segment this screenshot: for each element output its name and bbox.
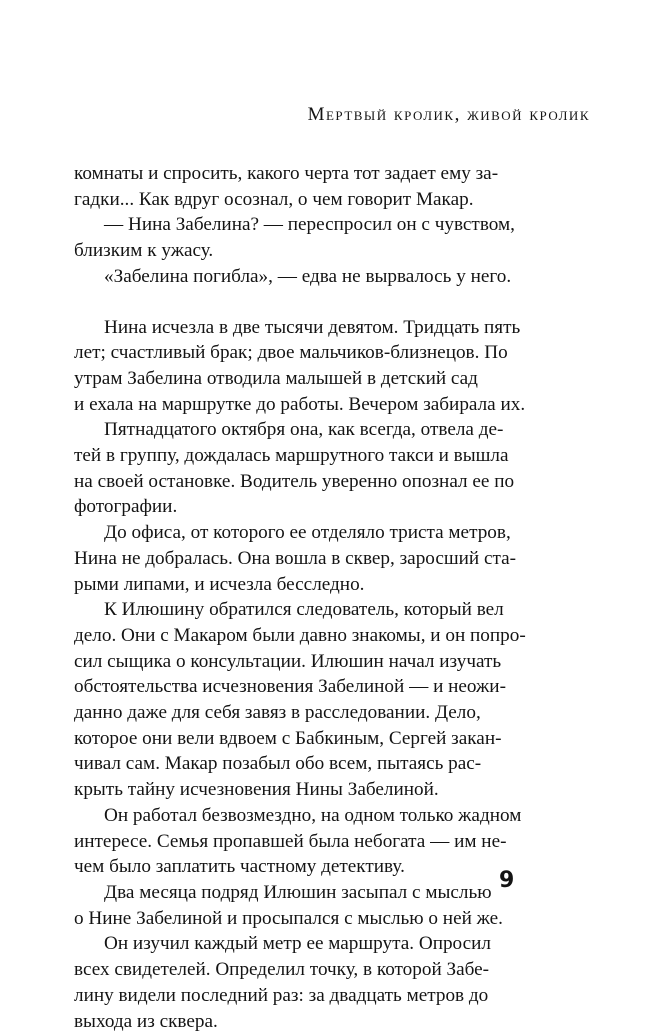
text-line: Два месяца подряд Илюшин засыпал с мыслью — [104, 881, 492, 903]
paragraph — [74, 212, 579, 263]
running-head: Мертвый кролик, живой кролик — [307, 104, 590, 125]
text-line: Пятнадцатого октября она, как всегда, отвела де- — [104, 419, 504, 441]
paragraph — [74, 264, 579, 290]
text-line: выхода из сквера. — [74, 1010, 218, 1032]
body-text — [74, 161, 579, 1034]
text-line: интересе. Семья пропавшей была небогата — им не- — [74, 830, 507, 852]
text-line: — Нина Забелина? — переспросил он с чувством, — [104, 214, 515, 236]
text-line: дело. Они с Макаром были давно знакомы, и он попро- — [74, 624, 526, 646]
text-line: Он изучил каждый метр ее маршрута. Опросил — [104, 933, 491, 955]
text-line: лину видели последний раз: за двадцать метров до — [74, 984, 489, 1006]
text-line: о Нине Забелиной и просыпался с мыслью о ней же. — [74, 907, 503, 929]
text-line: Нина не добралась. Она вошла в сквер, заросший ста- — [74, 547, 517, 569]
text-line: «Забелина погибла», — едва не вырвалось у него. — [104, 265, 512, 287]
text-line: рыми липами, и исчезла бесследно. — [74, 573, 365, 595]
text-line: Он работал безвозмездно, на одном только жадном — [104, 804, 522, 826]
text-line: сил сыщика о консультации. Илюшин начал изучать — [74, 650, 502, 672]
text-line: фотографии. — [74, 496, 178, 518]
text-line: лет; счастливый брак; двое мальчиков-близнецов. По — [74, 342, 508, 364]
paragraph — [74, 931, 579, 1034]
text-line: К Илюшину обратился следователь, который вел — [104, 599, 504, 621]
text-line: которое они вели вдвоем с Бабкиным, Сергей закан- — [74, 727, 502, 749]
text-line: близким к ужасу. — [74, 240, 214, 262]
page-number: 9 — [499, 868, 515, 893]
paragraph — [74, 520, 579, 597]
text-line: крыть тайну исчезновения Нины Забелиной. — [74, 779, 439, 801]
text-line: чивал сам. Макар позабыл обо всем, пытаясь рас- — [74, 753, 482, 775]
text-line: и ехала на маршрутке до работы. Вечером забирала их. — [74, 393, 526, 415]
text-line: обстоятельства исчезновения Забелиной — и неожи- — [74, 676, 506, 698]
text-line: данно даже для себя завяз в расследовании. Дело, — [74, 702, 481, 724]
paragraph — [74, 597, 579, 803]
text-line: тей в группу, дождалась маршрутного такси и вышла — [74, 445, 509, 467]
text-line: на своей остановке. Водитель уверенно опознал ее по — [74, 470, 515, 492]
text-line: До офиса, от которого ее отделяло триста метров, — [104, 522, 511, 544]
paragraph — [74, 315, 579, 418]
text-line: гадки... Как вдруг осознал, о чем говорит Макар. — [74, 188, 474, 210]
paragraph — [74, 161, 579, 212]
text-line: чем было заплатить частному детективу. — [74, 856, 405, 878]
text-line: утрам Забелина отводила малышей в детский сад — [74, 367, 478, 389]
text-line: всех свидетелей. Определил точку, в которой Забе- — [74, 959, 490, 981]
paragraph — [74, 417, 579, 520]
text-line: комнаты и спросить, какого черта тот задает ему за- — [74, 163, 499, 184]
text-line: Нина исчезла в две тысячи девятом. Тридцать пять — [104, 316, 521, 338]
